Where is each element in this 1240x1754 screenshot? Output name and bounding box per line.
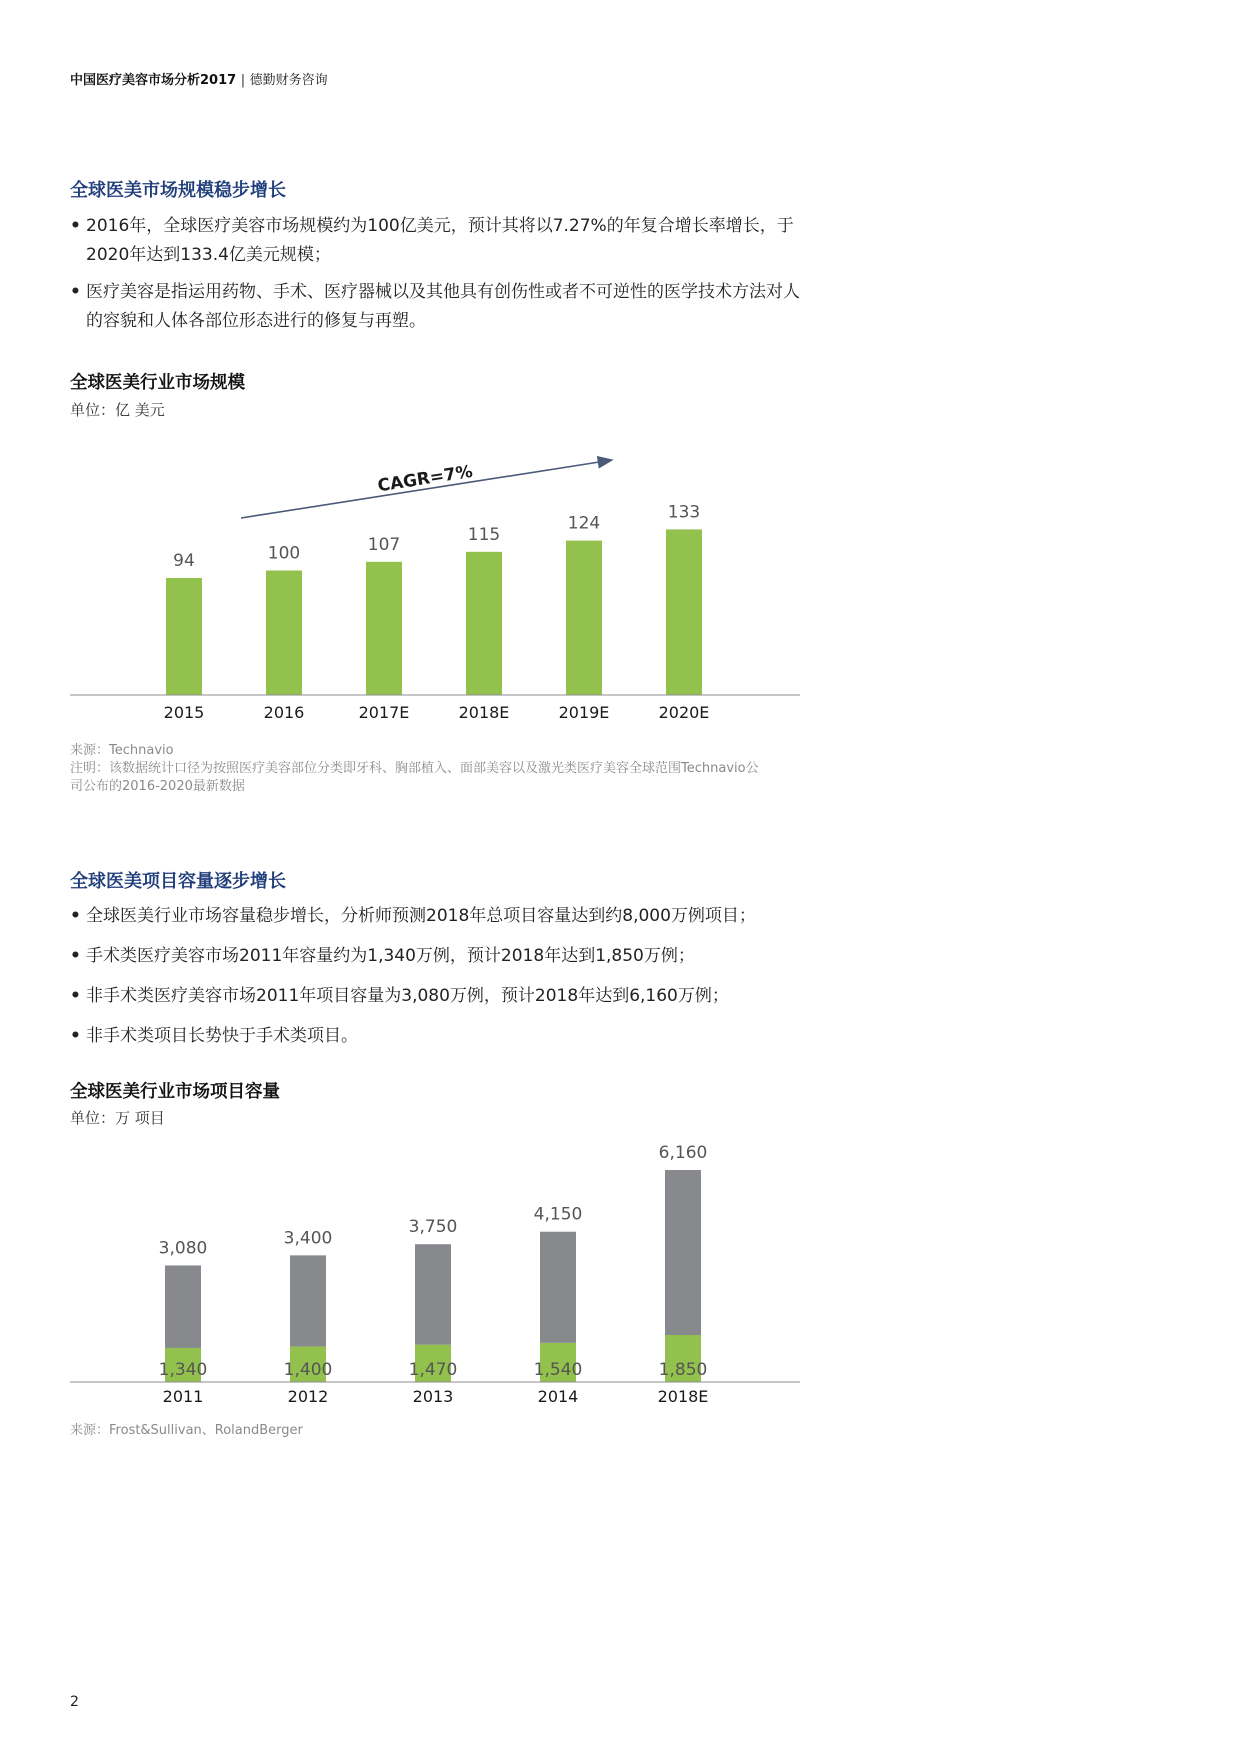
running-header [70, 69, 328, 88]
x-tick-label: 2015 [163, 703, 205, 722]
data-label-surgical: 1,340 [158, 1360, 208, 1380]
bullet-item: • 全球医美行业市场容量稳步增长，分析师预测2018年总项目容量达到约8,000万例项目； [70, 902, 810, 931]
section-title-market-size: 全球医美市场规模稳步增长 [70, 180, 286, 201]
bar [466, 552, 502, 695]
bar [366, 562, 402, 695]
bar [266, 571, 302, 696]
chart1-notes [70, 742, 770, 796]
volume-bullets [70, 902, 810, 1051]
bar-nonsurgical [540, 1232, 576, 1343]
x-tick-label: 2019E [558, 703, 610, 722]
x-tick-label: 2018E [657, 1387, 709, 1406]
x-tick-label: 2012 [287, 1387, 329, 1406]
project-volume-chart [0, 1140, 1240, 1410]
bar [666, 529, 702, 695]
market-size-bullets [70, 212, 810, 336]
bullet-item: • 非手术类项目长势快于手术类项目。 [70, 1022, 810, 1051]
market-size-chart [0, 440, 1240, 730]
x-tick-label: 2016 [263, 703, 305, 722]
bar-nonsurgical [415, 1244, 451, 1344]
chart1-title: 全球医美行业市场规模 [70, 373, 245, 393]
data-label: 94 [173, 550, 195, 571]
chart2-title: 全球医美行业市场项目容量 [70, 1082, 280, 1102]
page-number: 2 [70, 1694, 79, 1710]
x-tick-label: 2014 [537, 1387, 579, 1406]
chart2-unit: 单位：万 项目 [70, 1109, 165, 1127]
bullet-item: • 手术类医疗美容市场2011年容量约为1,340万例，预计2018年达到1,850万例； [70, 942, 810, 971]
x-tick-label: 2020E [658, 703, 710, 722]
bar-nonsurgical [165, 1265, 201, 1348]
bullet-item: • 医疗美容是指运用药物、手术、医疗器械以及其他具有创伤性或者不可逆性的医学技术方法对人的容貌和人体各部位形态进行的修复与再塑。 [70, 278, 810, 336]
data-label-nonsurgical: 6,160 [658, 1143, 708, 1163]
data-label-nonsurgical: 3,750 [408, 1217, 458, 1238]
data-label: 107 [367, 534, 401, 555]
data-label: 100 [267, 543, 301, 564]
bullet-item: • 2016年，全球医疗美容市场规模约为100亿美元，预计其将以7.27%的年复合增长率增长，于2020年达到133.4亿美元规模； [70, 212, 810, 270]
x-tick-label: 2017E [358, 703, 410, 722]
data-label-surgical: 1,470 [408, 1360, 458, 1380]
data-label-surgical: 1,850 [658, 1360, 708, 1380]
data-label-surgical: 1,400 [283, 1360, 333, 1380]
bar [566, 541, 602, 695]
chart2-source: 来源：Frost&Sullivan、RolandBerger [70, 1423, 303, 1438]
report-title: 中国医疗美容市场分析2017 [70, 73, 237, 88]
header-org: 德勤财务咨询 [249, 73, 328, 88]
x-tick-label: 2011 [162, 1387, 204, 1406]
data-label-nonsurgical: 3,080 [158, 1238, 208, 1259]
chart1-note: 注明：该数据统计口径为按照医疗美容部位分类即牙科、胸部植入、面部美容以及激光类医疗美容全球范围Technavio公司公布的2016-2020最新数据 [70, 761, 759, 794]
chart1-unit: 单位：亿 美元 [70, 401, 165, 419]
data-label: 115 [467, 524, 501, 545]
bar-nonsurgical [665, 1170, 701, 1335]
data-label-surgical: 1,540 [533, 1360, 583, 1380]
bar [166, 578, 202, 695]
x-tick-label: 2018E [458, 703, 510, 722]
cagr-label: CAGR=7% [376, 461, 475, 497]
bar-nonsurgical [290, 1255, 326, 1346]
data-label: 133 [667, 502, 701, 523]
x-tick-label: 2013 [412, 1387, 454, 1406]
header-separator: | [240, 73, 246, 88]
section-title-volume: 全球医美项目容量逐步增长 [70, 871, 286, 892]
data-label: 124 [567, 513, 601, 534]
data-label-nonsurgical: 3,400 [283, 1228, 333, 1249]
chart1-source: 来源：Technavio [70, 743, 174, 758]
data-label-nonsurgical: 4,150 [533, 1204, 583, 1225]
bullet-item: • 非手术类医疗美容市场2011年项目容量为3,080万例，预计2018年达到6,160万例； [70, 982, 810, 1011]
